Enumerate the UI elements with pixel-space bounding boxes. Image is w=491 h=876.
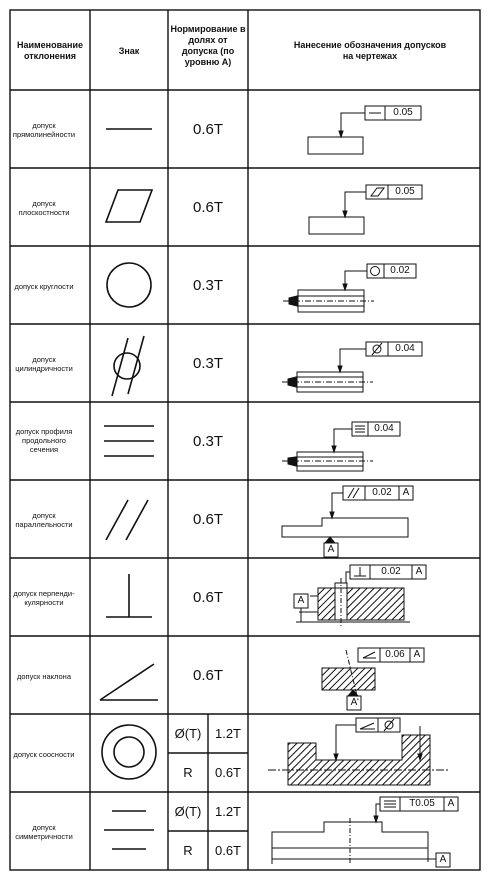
- longitudinal-profile-icon: [104, 426, 154, 456]
- norm-value: 0.6T: [192, 588, 223, 606]
- frame-value: T0.05: [409, 798, 435, 809]
- perpendicularity-icon: [106, 574, 152, 617]
- frame-value: 0.05: [393, 107, 413, 118]
- datum-label: A: [350, 697, 358, 708]
- coaxiality-r-value: 0.6T: [214, 765, 241, 780]
- frame-value: 0.04: [374, 423, 394, 434]
- drawing-coaxiality: [268, 718, 448, 785]
- symmetry-r-value: 0.6T: [214, 843, 241, 858]
- parallelism-icon: [106, 500, 148, 540]
- row-name: допуск профиля продольного сечения: [15, 426, 73, 454]
- row-name: допуск перпенди-кулярности: [13, 589, 75, 607]
- norm-value: 0.3T: [192, 354, 223, 372]
- row-name: допуск соосности: [13, 749, 75, 759]
- flatness-icon: [106, 190, 152, 222]
- header-norm: Нормирование в долях от допуска (по уровню А): [170, 24, 246, 67]
- header-name: Наименование отклонения: [16, 40, 84, 61]
- symmetry-t-value: 1.2T: [214, 804, 241, 819]
- norm-value: 0.6T: [192, 510, 223, 528]
- row-name: допуск цилиндричности: [15, 355, 73, 373]
- datum-label: A: [439, 854, 447, 865]
- row-name: допуск симметричности: [15, 823, 73, 841]
- norm-value: 0.3T: [192, 276, 223, 294]
- angularity-icon: [100, 664, 158, 700]
- header-drawing: Нанесение обозначения допусков на чертежах: [293, 40, 447, 61]
- norm-value: 0.6T: [192, 666, 223, 684]
- frame-value: 0.04: [395, 343, 415, 354]
- symmetry-t-label: Ø(T): [174, 804, 202, 819]
- row-name: допуск плоскостности: [18, 199, 70, 217]
- row-name: допуск круглости: [14, 281, 74, 291]
- coaxiality-r-label: R: [183, 765, 193, 780]
- norm-value: 0.6T: [192, 120, 223, 138]
- frame-datum: A: [413, 649, 421, 660]
- coaxiality-icon: [102, 725, 156, 779]
- symmetry-icon: [104, 811, 154, 849]
- norm-value: 0.6T: [192, 198, 223, 216]
- row-name: допуск наклона: [16, 671, 71, 681]
- coaxiality-t-value: 1.2T: [214, 726, 241, 741]
- row-name: допуск прямолинейности: [12, 121, 76, 139]
- row-name: допуск параллельности: [15, 511, 73, 529]
- frame-value: 0.05: [395, 186, 415, 197]
- datum-label: A: [297, 595, 305, 606]
- header-sign: Знак: [118, 46, 140, 56]
- frame-value: 0.02: [372, 487, 392, 498]
- frame-datum: A: [415, 566, 423, 577]
- circularity-icon: [107, 263, 151, 307]
- frame-datum: A: [402, 487, 410, 498]
- cylindricity-icon: [112, 336, 144, 396]
- frame-datum: A: [447, 798, 455, 809]
- coaxiality-t-label: Ø(T): [174, 726, 202, 741]
- norm-value: 0.3T: [192, 432, 223, 450]
- symmetry-r-label: R: [183, 843, 193, 858]
- frame-value: 0.06: [385, 649, 405, 660]
- datum-label: A: [327, 544, 335, 555]
- frame-value: 0.02: [381, 566, 401, 577]
- frame-value: 0.02: [390, 265, 410, 276]
